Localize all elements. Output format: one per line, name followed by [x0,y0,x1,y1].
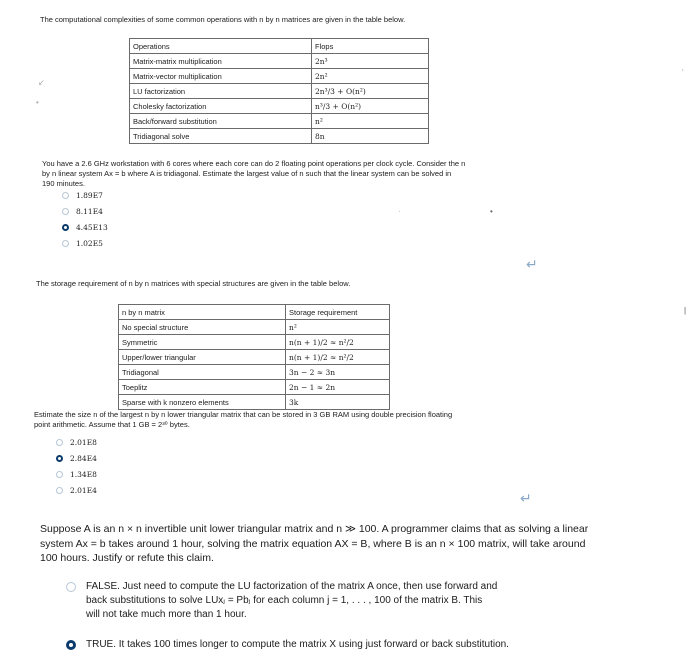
radio-button-selected[interactable] [66,640,76,650]
table-cell: 2n³/3 + O(n²) [312,84,429,99]
table-cell: n(n + 1)/2 ≈ n²/2 [286,335,390,350]
decorative-mark-icon: | [684,306,687,315]
q1-option-label: 1.89E7 [76,191,103,200]
q2-option-label: 2.01E8 [70,438,97,447]
radio-button[interactable] [56,487,63,494]
q2-option[interactable] [56,438,97,447]
table-cell: Upper/lower triangular [119,350,286,365]
table-cell: LU factorization [130,84,312,99]
q3-option[interactable] [66,638,686,652]
table-cell: 3k [286,395,390,410]
q3-option-line: will not take much more than 1 hour. [86,609,247,620]
decorative-mark-icon: ↙ [38,78,45,87]
q2-intro: The storage requirement of n by n matrices with special structures are given in the table below. [36,279,351,288]
radio-button[interactable] [56,471,63,478]
return-arrow-icon: ↵ [520,490,532,506]
table-row [130,129,429,144]
table-cell: Back/forward substitution [130,114,312,129]
q1-table [129,38,429,144]
table-header-cell: n by n matrix [119,305,286,320]
radio-button[interactable] [62,192,69,199]
table-cell: Sparse with k nonzero elements [119,395,286,410]
table-cell: Matrix-matrix multiplication [130,54,312,69]
radio-button[interactable] [62,240,69,247]
q3-question-line: Suppose A is an n × n invertible unit lower triangular matrix and n ≫ 100. A programmer claims that as solving a linear [40,523,589,535]
q2-option-label: 2.01E4 [70,486,97,495]
q1-question [42,159,682,189]
table-cell: 3n − 2 ≈ 3n [286,365,390,380]
q1-option-label: 4.45E13 [76,223,108,232]
radio-button-selected[interactable] [56,455,63,462]
table-header-cell: Flops [312,39,429,54]
table-cell: No special structure [119,320,286,335]
q3-option-line: back substitutions to solve LUxⱼ = Pbⱼ for each column j = 1, . . . , 100 of the matrix B. This [86,595,483,606]
table-cell: Toeplitz [119,380,286,395]
table-row [119,365,390,380]
table-cell: Tridiagonal [119,365,286,380]
return-arrow-icon: ↵ [526,256,538,272]
table-row [130,114,429,129]
decorative-mark-icon: ' [682,68,684,77]
table-cell: 2n³ [312,54,429,69]
q1-option[interactable] [62,239,103,248]
q1-intro: The computational complexities of some common operations with n by n matrices are given in the table below. [40,15,406,24]
table-row [130,54,429,69]
table-row [119,320,390,335]
q1-question-line: You have a 2.6 GHz workstation with 6 cores where each core can do 2 floating point operations per clock cycle. Consider the n [42,159,466,168]
q3-option-text [86,580,497,622]
q3-question-line: 100 hours. Justify or refute this claim. [40,552,214,564]
table-row [130,39,429,54]
radio-button[interactable] [62,208,69,215]
q1-question-line: 190 minutes. [42,179,85,188]
table-row [119,395,390,410]
table-row [130,69,429,84]
decorative-dot-icon: · [398,207,401,216]
radio-button-selected[interactable] [62,224,69,231]
q1-option-label: 1.02E5 [76,239,103,248]
q1-option-label: 8.11E4 [76,207,103,216]
q2-option[interactable] [56,454,97,463]
q2-option-label: 1.34E8 [70,470,97,479]
table-cell: 2n² [312,69,429,84]
q2-option[interactable] [56,486,97,495]
table-cell: Tridiagonal solve [130,129,312,144]
q3-option[interactable] [66,580,686,622]
table-row [130,99,429,114]
q2-table [118,304,390,410]
decorative-dot-icon: • [490,207,493,216]
q2-question-line: point arithmetic. Assume that 1 GB = 2³⁰ bytes. [34,420,190,429]
q2-option-label: 2.84E4 [70,454,97,463]
q2-option[interactable] [56,470,97,479]
q1-option[interactable] [62,207,103,216]
q3-question [40,522,690,566]
q1-option[interactable] [62,223,108,232]
q1-option[interactable] [62,191,103,200]
table-cell: n² [312,114,429,129]
table-cell: 8n [312,129,429,144]
decorative-dot-icon: • [36,98,39,107]
q3-question-line: system Ax = b takes around 1 hour, solving the matrix equation AX = B, where B is an n × 100 matrix, will take around [40,537,586,550]
q2-question-line: Estimate the size n of the largest n by n lower triangular matrix that can be stored in 3 GB RAM using double precision floating [34,410,453,419]
table-header-cell: Operations [130,39,312,54]
table-cell: n² [286,320,390,335]
q3-option-line: TRUE. It takes 100 times longer to compute the matrix X using just forward or back substitution. [86,639,509,650]
q3-option-line: FALSE. Just need to compute the LU factorization of the matrix A once, then use forward and [86,581,498,592]
table-row [119,305,390,320]
table-cell: Cholesky factorization [130,99,312,114]
radio-button[interactable] [56,439,63,446]
table-cell: 2n − 1 ≈ 2n [286,380,390,395]
table-row [119,380,390,395]
table-row [119,350,390,365]
table-cell: n³/3 + O(n²) [312,99,429,114]
q3-option-text [86,638,509,652]
q2-question [34,410,674,430]
table-cell: Matrix-vector multiplication [130,69,312,84]
table-cell: Symmetric [119,335,286,350]
table-cell: n(n + 1)/2 ≈ n²/2 [286,350,390,365]
table-row [130,84,429,99]
table-header-cell: Storage requirement [286,305,390,320]
radio-button[interactable] [66,582,76,592]
q1-question-line: by n linear system Ax = b where A is tridiagonal. Estimate the largest value of n such that the linear system can be solved in [42,169,452,178]
table-row [119,335,390,350]
